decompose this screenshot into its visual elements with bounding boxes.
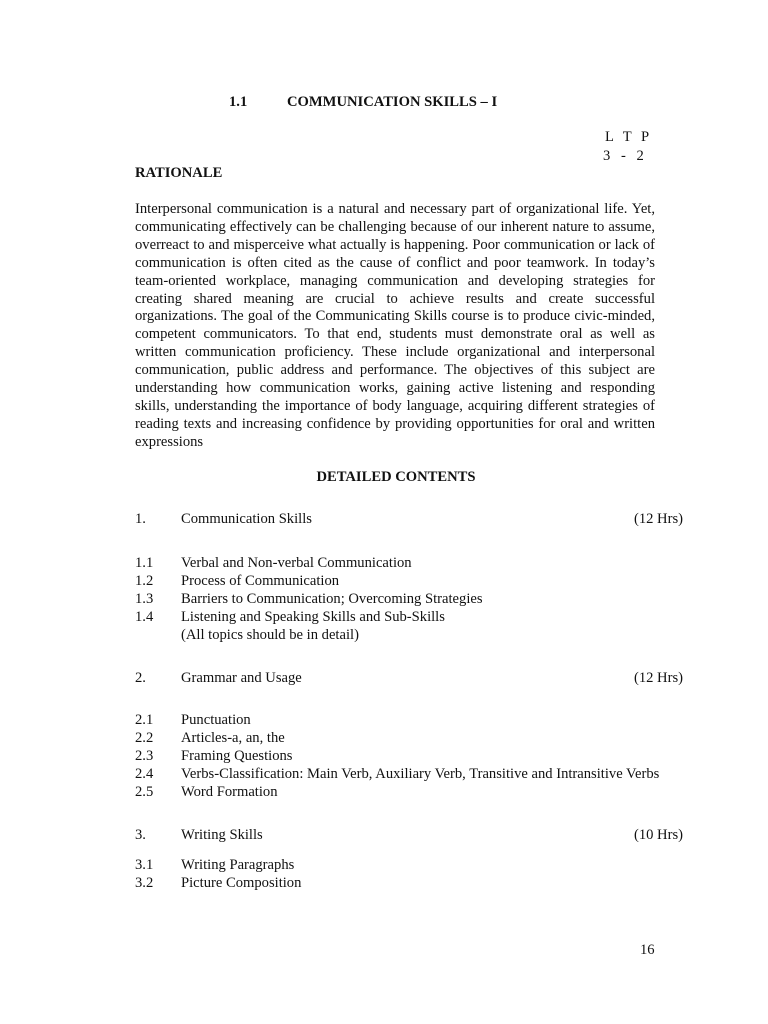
topic-text: Framing Questions <box>181 748 293 764</box>
topic-number: 2.3 <box>135 748 154 764</box>
topic-number: 2.5 <box>135 784 154 800</box>
unit-hours: (12 Hrs) <box>633 511 683 527</box>
topic-number: 3.2 <box>135 875 154 891</box>
page-number: 16 <box>640 942 655 958</box>
topic-text: Barriers to Communication; Overcoming Strategies <box>181 591 483 607</box>
topic-text: Process of Communication <box>181 573 340 589</box>
unit-title: Communication Skills <box>181 511 312 527</box>
topic-text: Punctuation <box>181 712 251 728</box>
ltp-header: L T P <box>605 129 650 145</box>
topic-number: 3.1 <box>135 857 154 873</box>
unit-title: Grammar and Usage <box>181 670 302 686</box>
rationale-paragraph: Interpersonal communication is a natural and necessary part of organizational life. Yet, communicating effectively can be challenging because of our inherent nature to assume, overreact to and misperceive what actually is happening. Poor communication or lack of communication is often cited as the cause of conflict and poor teamwork. In today’s team-oriented workplace, managing communication and developing strategies for creating shared meaning are crucial to achieve results and create successful organizations. The goal of the Communicating Skills course is to produce civic-minded, competent communicators. To that end, students must demonstrate oral as well as written communication proficiency. These include organizational and interpersonal communication, public address and performance. The objectives of this subject are understanding how communication works, gaining active listening and responding skills, understanding the importance of body language, acquiring different strategies of reading texts and increasing confidence by providing opportunities for oral and written expressions <box>135 201 655 450</box>
unit-hours: (12 Hrs) <box>633 670 683 686</box>
unit-hours: (10 Hrs) <box>633 827 683 843</box>
topic-text: Picture Composition <box>181 875 302 891</box>
topic-number: 1.1 <box>135 555 154 571</box>
detailed-contents-heading: DETAILED CONTENTS <box>316 469 476 485</box>
topic-note: (All topics should be in detail) <box>181 627 359 643</box>
topic-text: Articles-a, an, the <box>181 730 285 746</box>
section-number: 1.1 <box>229 94 248 110</box>
topic-text: Writing Paragraphs <box>181 857 295 873</box>
topic-number: 2.2 <box>135 730 154 746</box>
topic-number: 2.4 <box>135 766 154 782</box>
ltp-values: 3 - 2 <box>603 148 644 164</box>
unit-number: 1. <box>135 511 146 527</box>
unit-number: 3. <box>135 827 146 843</box>
topic-number: 1.4 <box>135 609 154 625</box>
topic-number: 2.1 <box>135 712 154 728</box>
topic-text: Listening and Speaking Skills and Sub-Skills <box>181 609 445 625</box>
unit-number: 2. <box>135 670 146 686</box>
topic-text: Verbs-Classification: Main Verb, Auxiliary Verb, Transitive and Intransitive Verbs <box>181 766 660 782</box>
topic-text: Word Formation <box>181 784 278 800</box>
section-title: COMMUNICATION SKILLS – I <box>287 94 498 110</box>
rationale-heading: RATIONALE <box>135 165 223 181</box>
topic-number: 1.2 <box>135 573 154 589</box>
topic-text: Verbal and Non-verbal Communication <box>181 555 412 571</box>
unit-title: Writing Skills <box>181 827 263 843</box>
topic-number: 1.3 <box>135 591 154 607</box>
